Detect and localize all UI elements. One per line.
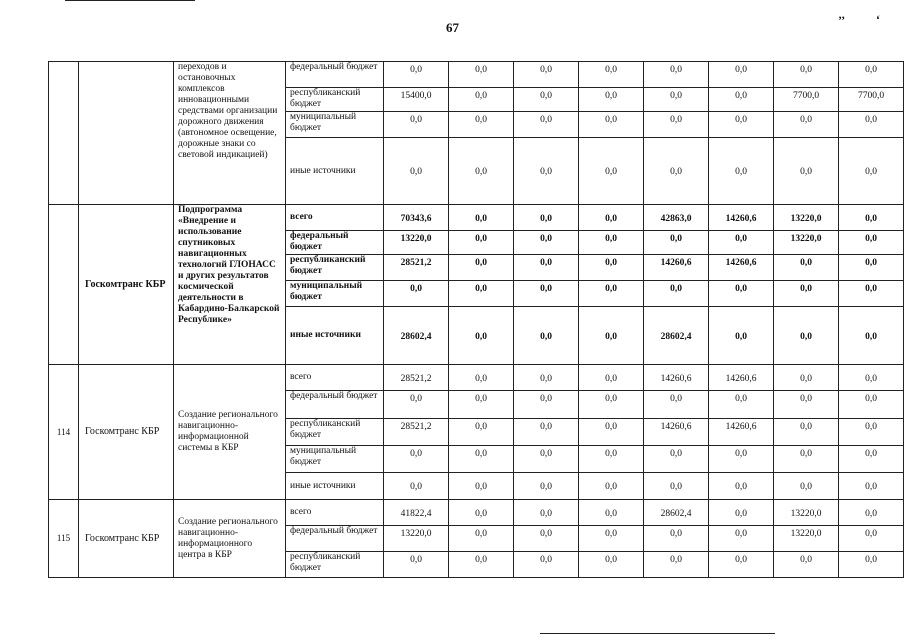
value-cell: 0,0 <box>709 307 774 365</box>
value-cell: 0,0 <box>514 552 579 578</box>
value-cell: 0,0 <box>709 112 774 138</box>
value-cell: 0,0 <box>514 62 579 88</box>
value-cell: 0,0 <box>839 231 904 255</box>
value-cell: 14260,6 <box>709 365 774 391</box>
value-cell: 0,0 <box>449 138 514 205</box>
value-cell: 28521,2 <box>384 255 449 281</box>
funding-source: республиканский бюджет <box>286 552 384 578</box>
value-cell: 0,0 <box>839 112 904 138</box>
value-cell: 0,0 <box>514 205 579 231</box>
value-cell: 14260,6 <box>644 255 709 281</box>
funding-source: иные источники <box>286 307 384 365</box>
value-cell: 0,0 <box>514 112 579 138</box>
value-cell: 0,0 <box>774 446 839 473</box>
value-cell: 0,0 <box>514 231 579 255</box>
value-cell: 0,0 <box>514 88 579 112</box>
funding-source: иные источники <box>286 138 384 205</box>
funding-source: муниципальный бюджет <box>286 281 384 307</box>
value-cell: 0,0 <box>579 419 644 446</box>
value-cell: 0,0 <box>839 552 904 578</box>
value-cell: 0,0 <box>384 62 449 88</box>
value-cell: 0,0 <box>579 473 644 500</box>
value-cell: 0,0 <box>774 365 839 391</box>
value-cell: 0,0 <box>839 255 904 281</box>
value-cell: 0,0 <box>644 552 709 578</box>
value-cell: 0,0 <box>644 526 709 552</box>
measure-name: переходов и остановочных комплексов инновационными средствами организации дорожного движения (автономное освещение, дорожные знаки со световой индикацией) <box>174 62 286 205</box>
funding-source: всего <box>286 500 384 526</box>
value-cell: 0,0 <box>774 419 839 446</box>
value-cell: 0,0 <box>449 391 514 419</box>
value-cell: 0,0 <box>774 62 839 88</box>
value-cell: 0,0 <box>384 112 449 138</box>
value-cell: 0,0 <box>449 112 514 138</box>
value-cell: 0,0 <box>514 500 579 526</box>
value-cell: 15400,0 <box>384 88 449 112</box>
value-cell: 0,0 <box>774 473 839 500</box>
table-row <box>49 365 904 391</box>
value-cell: 0,0 <box>514 255 579 281</box>
value-cell: 0,0 <box>709 552 774 578</box>
value-cell: 0,0 <box>514 526 579 552</box>
value-cell: 0,0 <box>774 255 839 281</box>
corner-mark: ‘ <box>876 12 880 26</box>
value-cell: 0,0 <box>449 62 514 88</box>
value-cell: 0,0 <box>579 281 644 307</box>
value-cell: 28602,4 <box>644 500 709 526</box>
measure-name: Подпрограмма «Внедрение и использование спутниковых навигационных технологий ГЛОНАСС и других результатов космической деятельности в Кабардино-Балкарской Республике» <box>174 205 286 365</box>
value-cell: 0,0 <box>839 500 904 526</box>
value-cell: 0,0 <box>514 419 579 446</box>
value-cell: 0,0 <box>644 446 709 473</box>
funding-source: федеральный бюджет <box>286 62 384 88</box>
value-cell: 0,0 <box>449 205 514 231</box>
value-cell: 14260,6 <box>709 419 774 446</box>
value-cell: 0,0 <box>579 112 644 138</box>
value-cell: 13220,0 <box>384 526 449 552</box>
value-cell: 14260,6 <box>709 205 774 231</box>
value-cell: 0,0 <box>449 419 514 446</box>
value-cell: 28521,2 <box>384 419 449 446</box>
value-cell: 0,0 <box>774 391 839 419</box>
table-row <box>49 62 904 88</box>
value-cell: 41822,4 <box>384 500 449 526</box>
funding-source: республиканский бюджет <box>286 419 384 446</box>
value-cell: 0,0 <box>644 473 709 500</box>
funding-source: всего <box>286 205 384 231</box>
value-cell: 0,0 <box>709 526 774 552</box>
measure-name: Создание регионального навигационно-информационного центра в КБР <box>174 500 286 578</box>
value-cell: 0,0 <box>579 391 644 419</box>
value-cell: 0,0 <box>839 205 904 231</box>
value-cell: 0,0 <box>514 446 579 473</box>
value-cell: 0,0 <box>449 365 514 391</box>
value-cell: 0,0 <box>709 473 774 500</box>
value-cell: 0,0 <box>579 552 644 578</box>
row-index <box>49 205 79 365</box>
value-cell: 0,0 <box>579 205 644 231</box>
value-cell: 0,0 <box>709 138 774 205</box>
top-rule <box>65 0 195 1</box>
value-cell: 0,0 <box>839 138 904 205</box>
funding-source: муниципальный бюджет <box>286 446 384 473</box>
row-index: 115 <box>49 500 79 578</box>
value-cell: 0,0 <box>644 88 709 112</box>
funding-source: всего <box>286 365 384 391</box>
value-cell: 0,0 <box>644 231 709 255</box>
value-cell: 14260,6 <box>644 419 709 446</box>
value-cell: 0,0 <box>384 391 449 419</box>
funding-source: республиканский бюджет <box>286 255 384 281</box>
value-cell: 0,0 <box>449 281 514 307</box>
value-cell: 0,0 <box>774 552 839 578</box>
value-cell: 0,0 <box>709 231 774 255</box>
value-cell: 0,0 <box>709 62 774 88</box>
value-cell: 0,0 <box>839 446 904 473</box>
page-number: 67 <box>446 20 459 35</box>
value-cell: 0,0 <box>579 526 644 552</box>
value-cell: 0,0 <box>384 446 449 473</box>
value-cell: 0,0 <box>709 281 774 307</box>
value-cell: 7700,0 <box>774 88 839 112</box>
value-cell: 13220,0 <box>774 231 839 255</box>
value-cell: 0,0 <box>514 281 579 307</box>
value-cell: 0,0 <box>449 446 514 473</box>
value-cell: 0,0 <box>449 526 514 552</box>
table-row <box>49 500 904 526</box>
value-cell: 0,0 <box>839 419 904 446</box>
budget-table <box>48 61 904 578</box>
funding-source: федеральный бюджет <box>286 231 384 255</box>
value-cell: 0,0 <box>644 391 709 419</box>
value-cell: 0,0 <box>579 62 644 88</box>
value-cell: 13220,0 <box>384 231 449 255</box>
value-cell: 0,0 <box>839 526 904 552</box>
value-cell: 13220,0 <box>774 500 839 526</box>
funding-source: иные источники <box>286 473 384 500</box>
value-cell: 0,0 <box>449 231 514 255</box>
responsible-org: Госкомтранс КБР <box>79 500 174 578</box>
value-cell: 0,0 <box>644 62 709 88</box>
value-cell: 0,0 <box>449 500 514 526</box>
funding-source: республиканский бюджет <box>286 88 384 112</box>
value-cell: 0,0 <box>709 88 774 112</box>
value-cell: 0,0 <box>579 500 644 526</box>
value-cell: 0,0 <box>514 138 579 205</box>
value-cell: 14260,6 <box>709 255 774 281</box>
value-cell: 7700,0 <box>839 88 904 112</box>
value-cell: 0,0 <box>774 281 839 307</box>
row-index: 114 <box>49 365 79 500</box>
value-cell: 0,0 <box>644 112 709 138</box>
value-cell: 28602,4 <box>384 307 449 365</box>
value-cell: 0,0 <box>579 88 644 112</box>
value-cell: 28602,4 <box>644 307 709 365</box>
value-cell: 70343,6 <box>384 205 449 231</box>
value-cell: 0,0 <box>579 307 644 365</box>
value-cell: 0,0 <box>449 255 514 281</box>
value-cell: 0,0 <box>514 365 579 391</box>
value-cell: 0,0 <box>579 255 644 281</box>
value-cell: 0,0 <box>709 446 774 473</box>
table-row <box>49 205 904 231</box>
responsible-org <box>79 62 174 205</box>
corner-mark: ’’ <box>838 13 846 27</box>
value-cell: 0,0 <box>384 281 449 307</box>
value-cell: 0,0 <box>709 391 774 419</box>
row-index <box>49 62 79 205</box>
value-cell: 13220,0 <box>774 526 839 552</box>
value-cell: 0,0 <box>839 307 904 365</box>
value-cell: 0,0 <box>579 365 644 391</box>
value-cell: 0,0 <box>839 365 904 391</box>
bottom-rule <box>540 633 775 634</box>
value-cell: 0,0 <box>384 138 449 205</box>
funding-source: муниципальный бюджет <box>286 112 384 138</box>
responsible-org: Госкомтранс КБР <box>79 365 174 500</box>
responsible-org: Госкомтранс КБР <box>79 205 174 365</box>
value-cell: 0,0 <box>774 138 839 205</box>
funding-source: федеральный бюджет <box>286 391 384 419</box>
value-cell: 0,0 <box>579 138 644 205</box>
value-cell: 0,0 <box>774 112 839 138</box>
value-cell: 42863,0 <box>644 205 709 231</box>
value-cell: 0,0 <box>514 307 579 365</box>
value-cell: 0,0 <box>839 281 904 307</box>
value-cell: 0,0 <box>839 391 904 419</box>
value-cell: 0,0 <box>644 138 709 205</box>
value-cell: 0,0 <box>644 281 709 307</box>
measure-name: Создание регионального навигационно-информационной системы в КБР <box>174 365 286 500</box>
value-cell: 0,0 <box>514 473 579 500</box>
value-cell: 0,0 <box>449 88 514 112</box>
value-cell: 0,0 <box>839 62 904 88</box>
value-cell: 14260,6 <box>644 365 709 391</box>
funding-source: федеральный бюджет <box>286 526 384 552</box>
value-cell: 0,0 <box>449 473 514 500</box>
value-cell: 0,0 <box>579 231 644 255</box>
value-cell: 0,0 <box>449 552 514 578</box>
value-cell: 0,0 <box>384 473 449 500</box>
value-cell: 0,0 <box>384 552 449 578</box>
value-cell: 13220,0 <box>774 205 839 231</box>
value-cell: 0,0 <box>774 307 839 365</box>
value-cell: 0,0 <box>839 473 904 500</box>
value-cell: 28521,2 <box>384 365 449 391</box>
value-cell: 0,0 <box>514 391 579 419</box>
value-cell: 0,0 <box>579 446 644 473</box>
value-cell: 0,0 <box>709 500 774 526</box>
value-cell: 0,0 <box>449 307 514 365</box>
